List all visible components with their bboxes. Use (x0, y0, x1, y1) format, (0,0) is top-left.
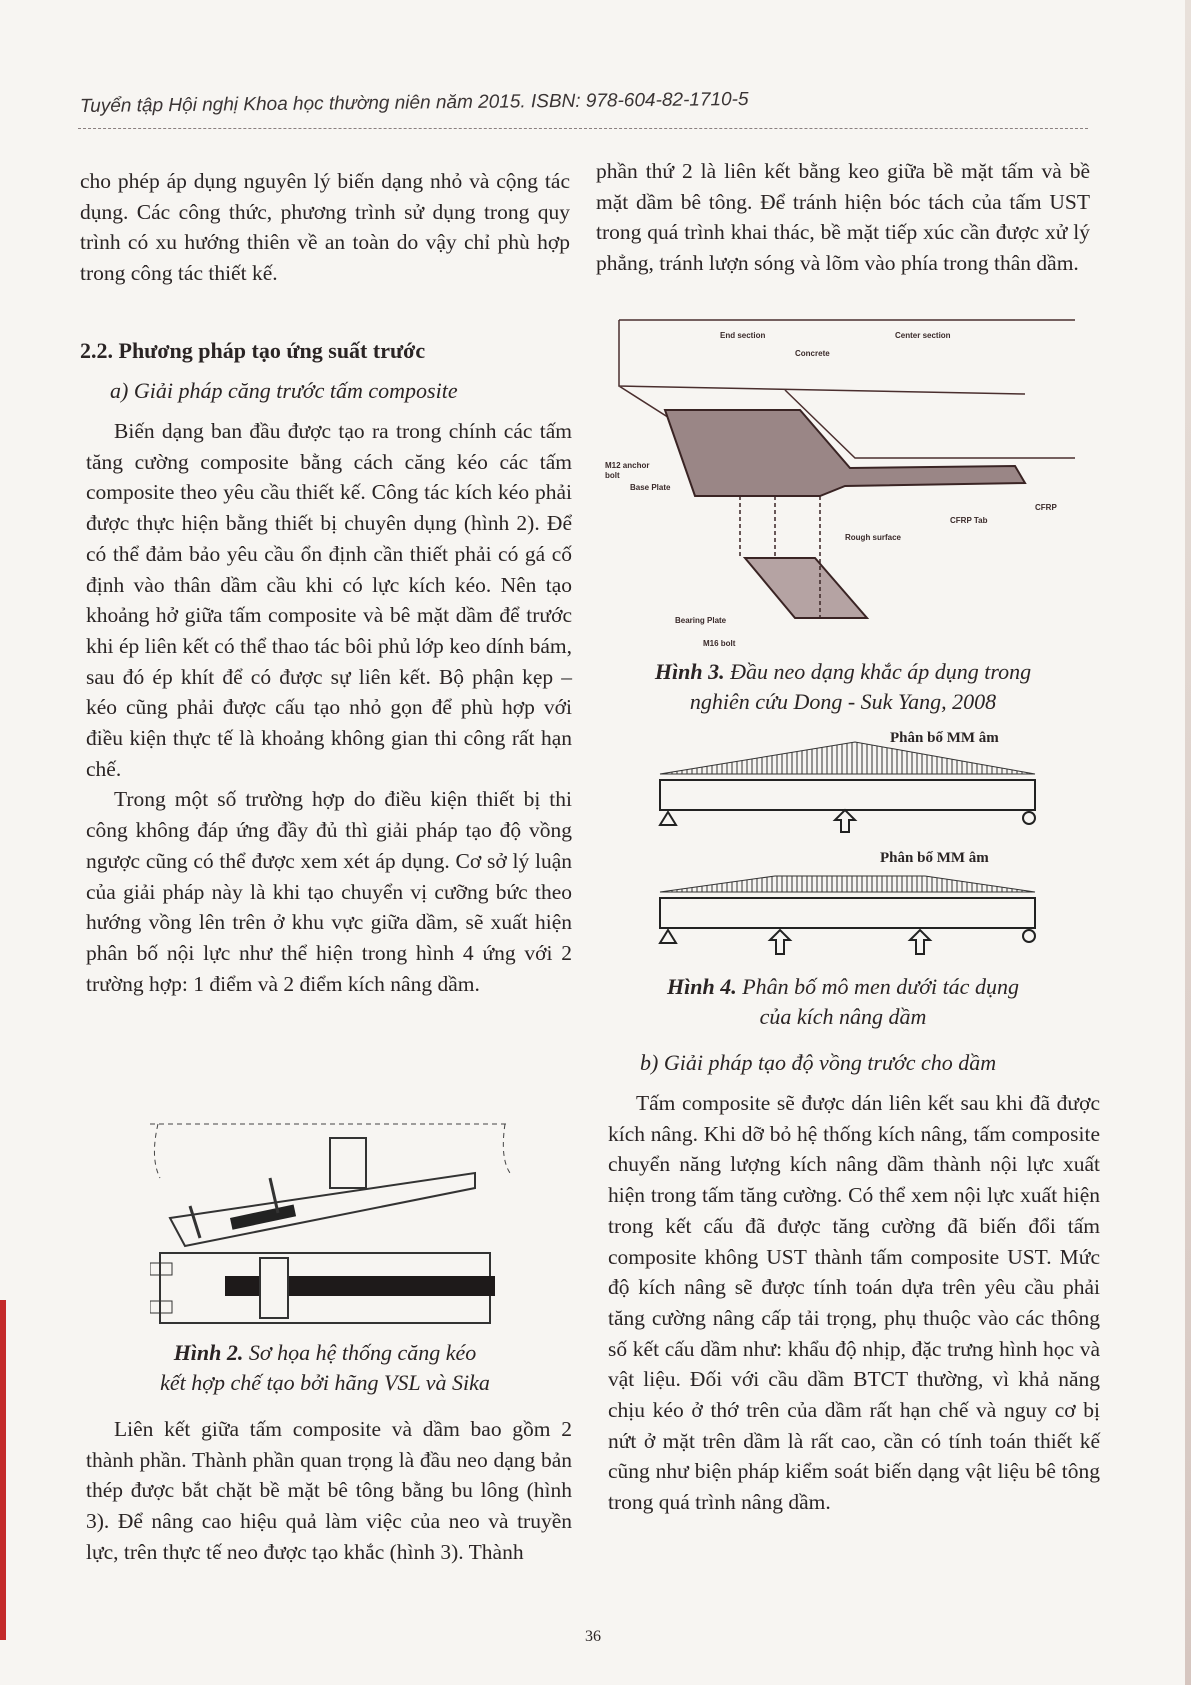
left-paragraph-4 (86, 1414, 572, 1568)
scan-edge (1185, 0, 1191, 1685)
page-number: 36 (585, 1628, 601, 1645)
paragraph-text: phần thứ 2 là liên kết bằng keo giữa bề mặt tấm và bề mặt dầm bê tông. Để tránh hiện bóc tách của tấm UST trong quá trình khai thác, bề mặt tiếp xúc cần được xử lý phẳng, tránh lượn sóng và lõm vào phía trong thân dầm. (596, 159, 1090, 276)
header-rule (78, 128, 1088, 129)
paragraph-text: Tấm composite sẽ được dán liên kết sau khi đã được kích nâng. Khi dỡ bỏ hệ thống kích nâng, tấm composite chuyển năng lượng kích nâng dầm thành nội lực xuất hiện trong tấm tăng cường. Có thể xem nội lực xuất hiện trong kết cấu đã được tăng cường đã biến đổi tấm composite không UST thành tấm composite UST. Mức độ kích nâng sẽ được tính toán dựa trên yêu cầu phải tăng cường nâng cấp tải trọng, phụ thuộc vào các thông số kết cấu dầm như: khẩu độ nhịp, đặc trưng hình học và vật liệu. Đối với cầu dầm BTCT thường, vì khả năng chịu kéo ở thớ trên của dầm rất hạn chế và nguy cơ bị nứt ở mặt trên dầm là rất cao, cần có tính toán thiết kế cũng như biện pháp kiểm soát biến dạng vật liệu bê tông trong quá trình nâng dầm. (608, 1091, 1100, 1515)
label-rough-surface: Rough surface (845, 533, 902, 542)
subsection-a-heading: a) Giải pháp căng trước tấm composite (110, 378, 458, 403)
running-header: Tuyển tập Hội nghị Khoa học thường niên năm 2015. ISBN: 978-604-82-1710-5 (79, 88, 749, 117)
figure-label: Hình 2. (173, 1340, 244, 1365)
moment-label: Phân bố MM âm (890, 730, 999, 746)
label-concrete: Concrete (795, 349, 830, 358)
right-paragraph-1 (596, 156, 1090, 279)
label-center-section: Center section (895, 331, 951, 340)
caption-text: Phân bố mô men dưới tác dụng (742, 974, 1019, 999)
figure-label: Hình 3. (654, 659, 725, 684)
label-bearing-plate: Bearing Plate (675, 616, 727, 625)
figure-3-drawing (605, 318, 1085, 653)
label-cfrp: CFRP (1035, 503, 1057, 512)
moment-label: Phân bố MM âm (880, 850, 989, 866)
scan-edge-mark (0, 1300, 6, 1640)
label-base-plate: Base Plate (630, 483, 671, 492)
paragraph-text: Trong một số trường hợp do điều kiện thiết bị thi công không đáp ứng đầy đủ thì giải pháp tạo độ vồng ngược cũng có thể được xem xét áp dụng. Cơ sở lý luận của giải pháp này là khi tạo chuyển vị cưỡng bức theo hướng vồng lên trên ở khu vực giữa dầm, sẽ xuất hiện phân bố nội lực như thể hiện trong hình 4 ứng với 2 trường hợp: 1 điểm và 2 điểm kích nâng dầm. (86, 787, 572, 996)
paragraph-text: Biến dạng ban đầu được tạo ra trong chính các tấm tăng cường composite bằng cách căng kéo các tấm composite theo yêu cầu thiết kế. Công tác kích kéo phải được thực hiện bằng thiết bị chuyên dụng (hình 2). Để có thể đảm bảo yêu cầu ổn định cần thiết phải có gá cố định vào thân dầm cầu khi có lực kích kéo. Nên tạo khoảng hở giữa tấm composite và bê mặt dầm để trước khi ép liên kết có thể thao tác bôi phủ lớp keo dính bám, sau đó ép khít để có được sự liên kết. Bộ phận kẹp – kéo cũng phải được cấu tạo nhỏ gọn để phù hợp với điều kiện thực tế là khoảng không gian thi công rất hạn chế. (86, 419, 572, 781)
right-paragraph-2 (608, 1088, 1100, 1518)
figure-2-drawing (150, 1118, 540, 1333)
paragraph-text: cho phép áp dụng nguyên lý biến dạng nhỏ và cộng tác dụng. Các công thức, phương trình sử dụng trong quy trình có xu hướng thiên về an toàn do vậy chỉ phù hợp trong công tác thiết kế. (80, 169, 570, 286)
left-paragraph-1 (80, 166, 570, 289)
figure-4-one-jack (655, 728, 1045, 838)
label-anchor-bolt: bolt (605, 471, 620, 480)
label-bolt: M16 bolt (703, 639, 736, 648)
figure-2-caption (80, 1338, 570, 1398)
caption-text: nghiên cứu Dong - Suk Yang, 2008 (689, 689, 997, 714)
section-heading: 2.2. Phương pháp tạo ứng suất trước (80, 338, 426, 363)
left-paragraph-2 (86, 416, 572, 999)
figure-4-two-jacks (655, 850, 1045, 960)
caption-text: Sơ họa hệ thống căng kéo (248, 1340, 477, 1365)
caption-text: của kích nâng dầm (759, 1004, 927, 1029)
figure-3-caption (596, 657, 1090, 717)
figure-label: Hình 4. (667, 974, 737, 999)
caption-text: Đầu neo dạng khắc áp dụng trong (730, 659, 1032, 684)
subsection-b-heading: b) Giải pháp tạo độ vồng trước cho dầm (640, 1050, 997, 1075)
figure-4-caption (596, 972, 1090, 1032)
label-cfrp-tab: CFRP Tab (950, 516, 988, 525)
paragraph-text: Liên kết giữa tấm composite và dầm bao gồm 2 thành phần. Thành phần quan trọng là đầu neo dạng bản thép được bắt chặt bề mặt bê tông bằng bu lông (hình 3). Để nâng cao hiệu quả làm việc của neo và truyền lực, trên thực tế neo được tạo khắc (hình 3). Thành (86, 1417, 572, 1564)
caption-text: kết hợp chế tạo bởi hãng VSL và Sika (160, 1370, 490, 1395)
label-anchor-bolt: M12 anchor (605, 461, 650, 470)
label-end-section: End section (720, 331, 766, 340)
